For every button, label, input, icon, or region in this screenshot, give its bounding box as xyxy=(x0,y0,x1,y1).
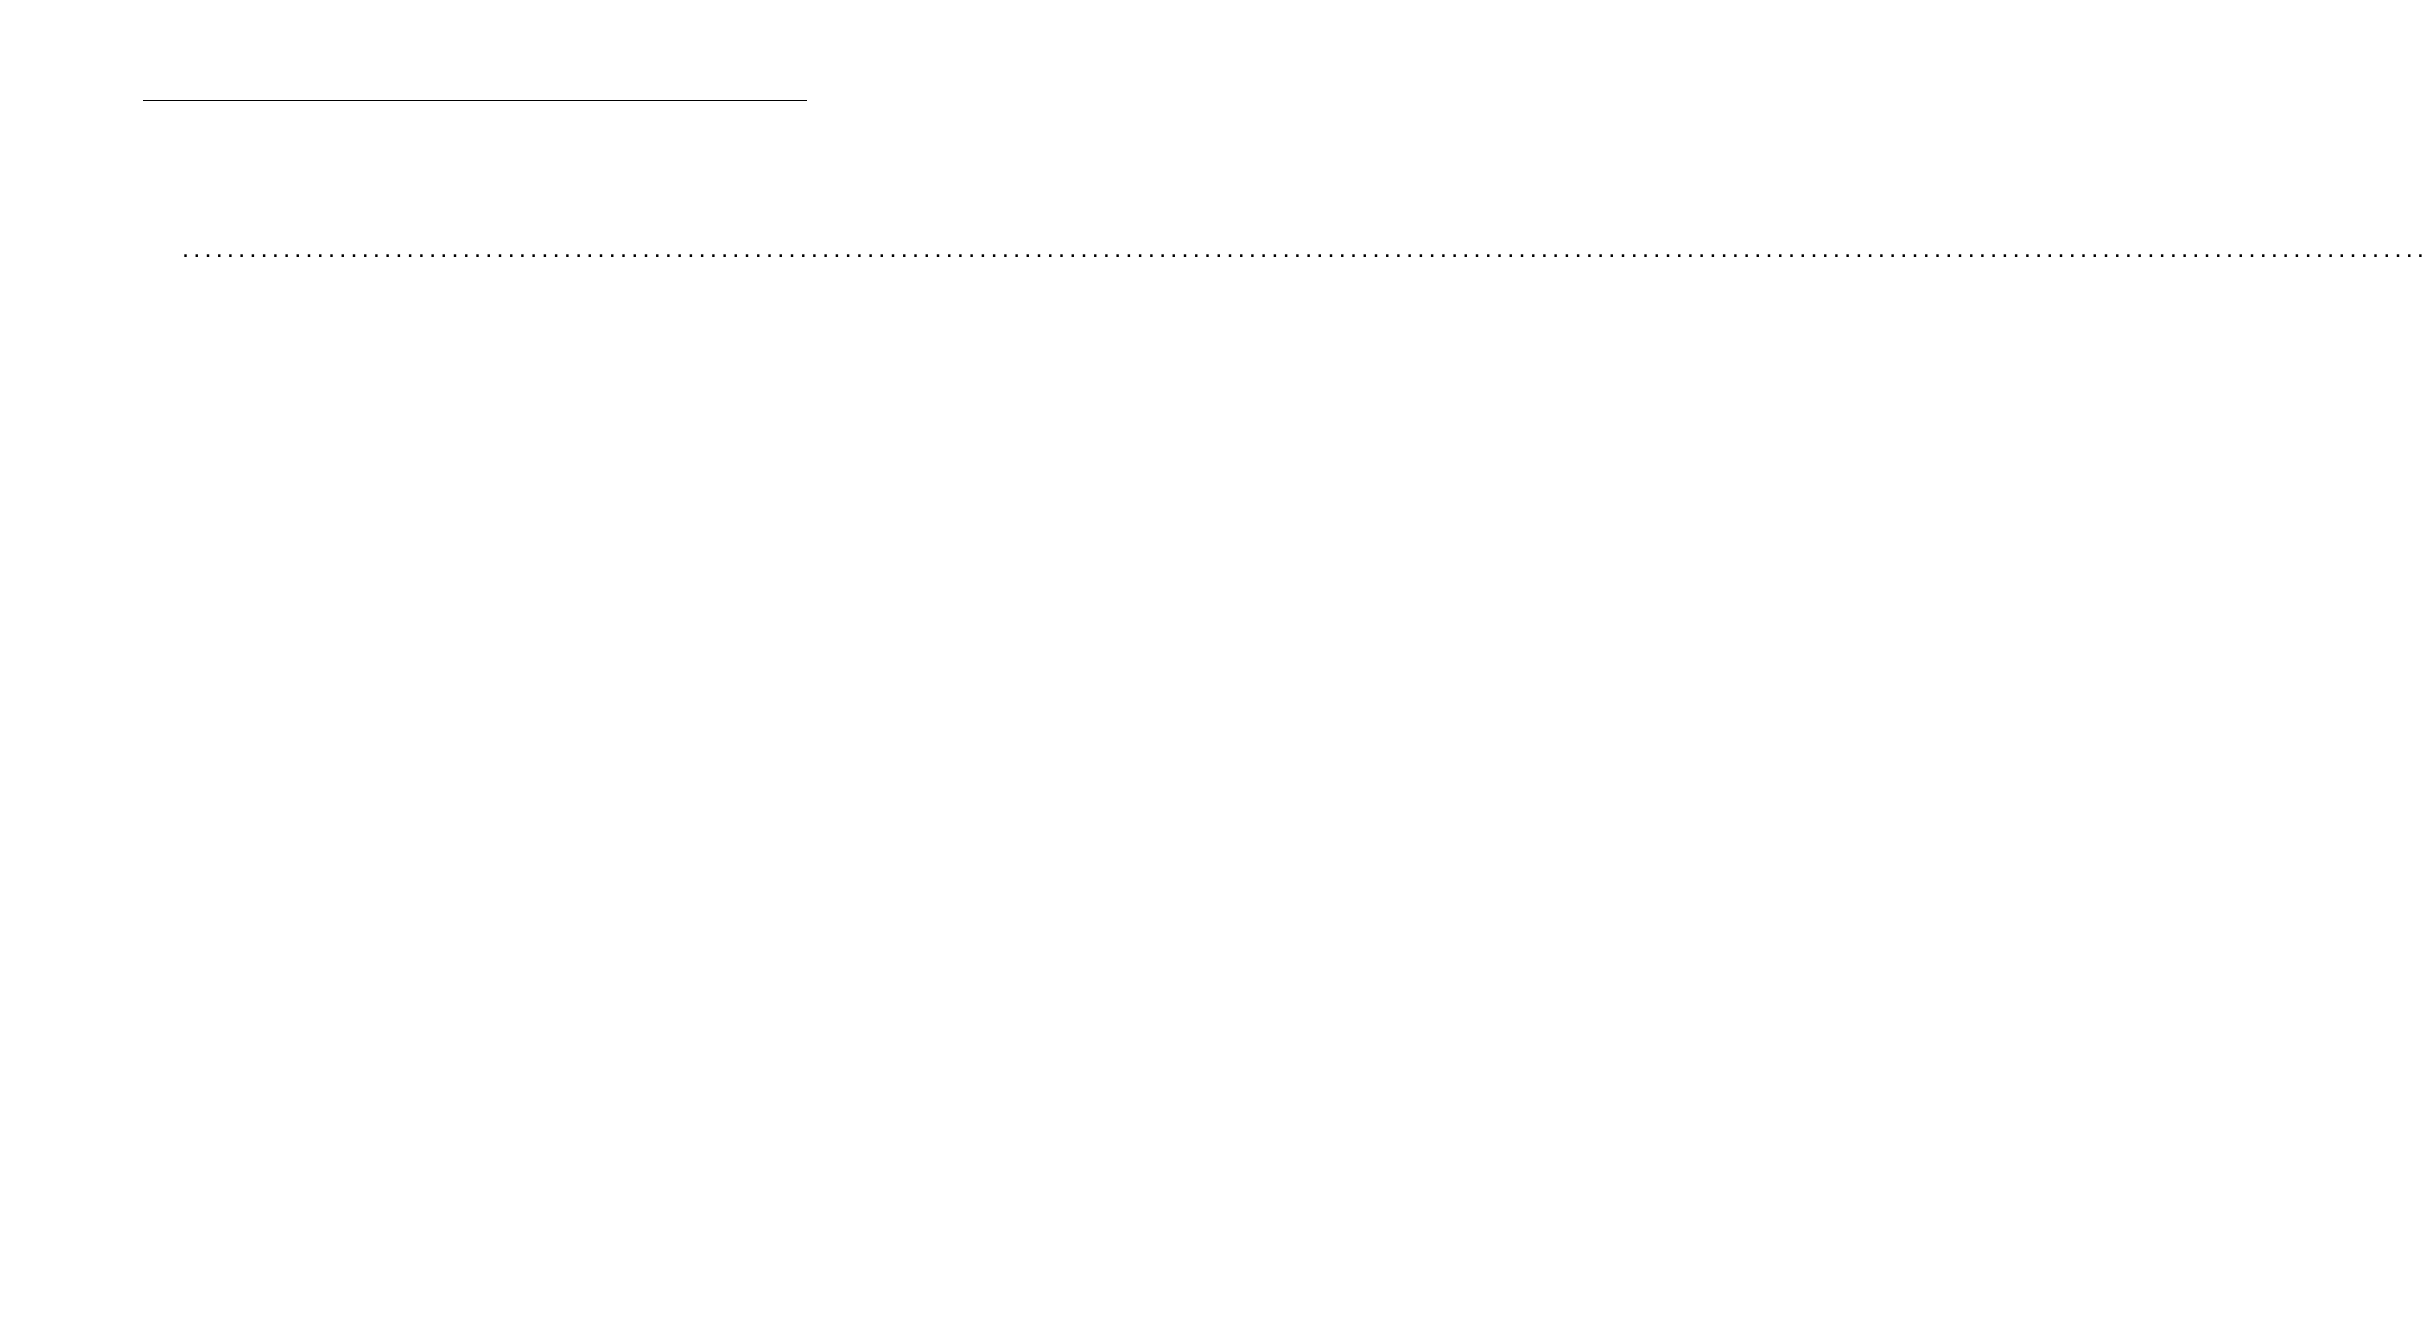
toc-entry-chapter[interactable] xyxy=(179,237,2427,269)
toc-dot-leader: ........................................................................................................................................................................................................ xyxy=(181,243,2427,261)
table-of-contents xyxy=(179,237,2427,269)
header-rule xyxy=(143,100,807,101)
